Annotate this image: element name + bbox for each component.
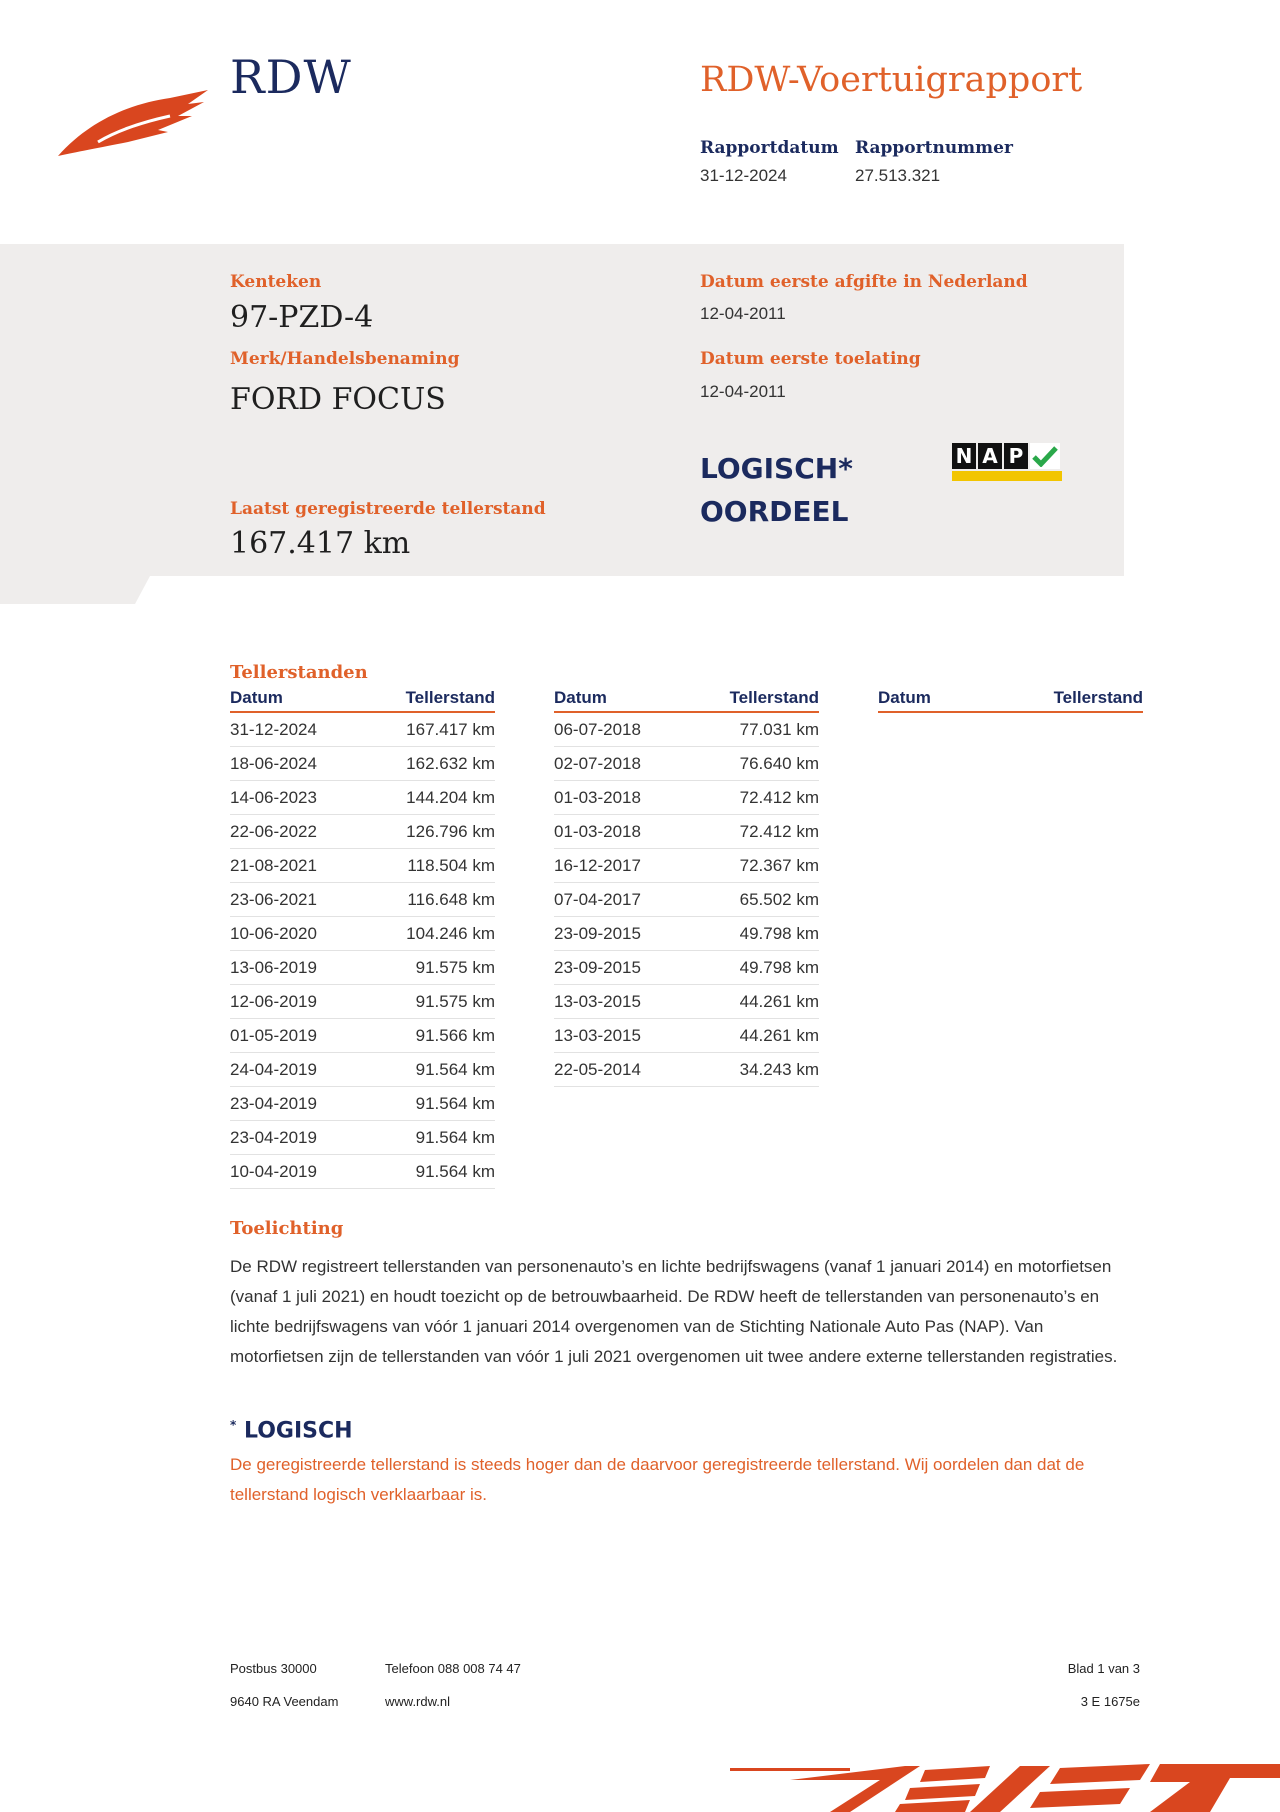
row-date: 24-04-2019 <box>230 1060 317 1079</box>
col-date-header: Datum <box>878 688 931 707</box>
odometer-column-3 <box>878 688 1143 713</box>
table-row <box>230 713 495 747</box>
odometer-column-2 <box>554 688 819 1087</box>
table-row <box>554 849 819 883</box>
table-row <box>554 781 819 815</box>
row-date: 23-04-2019 <box>230 1094 317 1113</box>
row-odometer: 91.575 km <box>415 992 495 1011</box>
row-date: 23-09-2015 <box>554 924 641 943</box>
report-number-label: Rapportnummer <box>855 138 1013 158</box>
nap-letter: P <box>1004 443 1028 469</box>
table-row <box>554 985 819 1019</box>
nap-yellow-bar <box>952 471 1062 481</box>
row-odometer: 76.640 km <box>739 754 819 773</box>
vehicle-make: FORD FOCUS <box>230 382 446 417</box>
col-date-header: Datum <box>554 688 607 707</box>
row-odometer: 65.502 km <box>739 890 819 909</box>
footer-phone: Telefoon 088 008 74 47 <box>385 1661 521 1676</box>
row-odometer: 72.367 km <box>739 856 819 875</box>
footer-postbus: Postbus 30000 <box>230 1661 317 1676</box>
table-row <box>554 883 819 917</box>
explanation-title: Toelichting <box>230 1218 344 1239</box>
row-date: 01-03-2018 <box>554 822 641 841</box>
row-date: 01-05-2019 <box>230 1026 317 1045</box>
row-odometer: 91.575 km <box>415 958 495 977</box>
row-odometer: 34.243 km <box>739 1060 819 1079</box>
odometer-rows <box>230 713 495 1189</box>
row-odometer: 91.564 km <box>415 1060 495 1079</box>
license-plate: 97-PZD-4 <box>230 300 374 335</box>
row-date: 14-06-2023 <box>230 788 317 807</box>
table-row <box>554 747 819 781</box>
row-odometer: 116.648 km <box>407 890 495 909</box>
table-row <box>230 781 495 815</box>
logisch-heading <box>230 1418 353 1443</box>
panel-tab <box>0 576 150 604</box>
row-odometer: 162.632 km <box>406 754 495 773</box>
row-odometer: 44.261 km <box>739 992 819 1011</box>
row-odometer: 72.412 km <box>739 788 819 807</box>
odometer-section-title: Tellerstanden <box>230 662 368 683</box>
footer-page: Blad 1 van 3 <box>1067 1661 1140 1676</box>
row-odometer: 118.504 km <box>407 856 495 875</box>
odometer-rows <box>554 713 819 1087</box>
logisch-marker: * <box>230 1418 237 1432</box>
row-date: 22-05-2014 <box>554 1060 641 1079</box>
logisch-title: LOGISCH <box>243 1418 353 1444</box>
odometer-header <box>230 688 495 713</box>
report-title: RDW-Voertuigrapport <box>700 60 1083 100</box>
table-row <box>230 849 495 883</box>
first-issue-nl-label: Datum eerste afgifte in Nederland <box>700 272 1028 292</box>
row-odometer: 144.204 km <box>406 788 495 807</box>
verdict-line1: LOGISCH* <box>700 452 853 485</box>
table-row <box>230 1087 495 1121</box>
row-date: 22-06-2022 <box>230 822 317 841</box>
table-row <box>230 951 495 985</box>
org-name: RDW <box>230 50 352 104</box>
report-number: 27.513.321 <box>855 166 941 185</box>
odometer-column-1 <box>230 688 495 1189</box>
nap-logo <box>952 443 1062 483</box>
verdict-line2: OORDEEL <box>700 495 849 528</box>
table-row <box>230 747 495 781</box>
table-row <box>230 1121 495 1155</box>
footer-city: 9640 RA Veendam <box>230 1694 339 1709</box>
table-row <box>230 883 495 917</box>
table-row <box>554 1053 819 1087</box>
row-odometer: 91.564 km <box>415 1094 495 1113</box>
row-odometer: 167.417 km <box>406 720 495 739</box>
table-row <box>554 951 819 985</box>
row-date: 10-06-2020 <box>230 924 317 943</box>
row-date: 07-04-2017 <box>554 890 641 909</box>
row-date: 21-08-2021 <box>230 856 317 875</box>
row-date: 23-09-2015 <box>554 958 641 977</box>
table-row <box>230 1019 495 1053</box>
row-odometer: 104.246 km <box>406 924 495 943</box>
odometer-header <box>554 688 819 713</box>
col-value-header: Tellerstand <box>729 688 819 707</box>
row-odometer: 91.564 km <box>415 1128 495 1147</box>
make-label: Merk/Handelsbenaming <box>230 349 460 369</box>
footer-code: 3 E 1675e <box>1080 1694 1140 1709</box>
row-date: 01-03-2018 <box>554 788 641 807</box>
table-row <box>230 1053 495 1087</box>
first-admission-label: Datum eerste toelating <box>700 349 921 369</box>
odometer-header <box>878 688 1143 713</box>
explanation-text: De RDW registreert tellerstanden van personenauto’s en lichte bedrijfswagens (vanaf 1 januari 2014) en motorfietsen (vanaf 1 juli 2021) en houdt toezicht op de betrouwbaarheid. De RDW heeft de tellerstanden van personenauto’s en lichte bedrijfswagens van vóór 1 januari 2014 overgenomen van de Stichting Nationale Auto Pas (NAP). Van motorfietsen zijn de tellerstanden van vóór 1 juli 2021 overgenomen uit twee andere externe tellerstanden registraties. <box>230 1257 1118 1366</box>
plate-label: Kenteken <box>230 272 322 292</box>
row-date: 23-04-2019 <box>230 1128 317 1147</box>
vehicle-info-panel <box>0 244 1124 576</box>
row-date: 13-03-2015 <box>554 1026 641 1045</box>
row-date: 18-06-2024 <box>230 754 317 773</box>
first-admission-value: 12-04-2011 <box>700 382 786 401</box>
last-odometer-value: 167.417 km <box>230 526 411 561</box>
table-row <box>554 713 819 747</box>
decorative-stripes-icon <box>730 1758 1280 1812</box>
table-row <box>554 1019 819 1053</box>
row-odometer: 126.796 km <box>406 822 495 841</box>
logisch-text: De geregistreerde tellerstand is steeds hoger dan de daarvoor geregistreerde tellerstand. Wij oordelen dan dat de tellerstand logisch verklaarbaar is. <box>230 1455 1085 1504</box>
row-date: 13-06-2019 <box>230 958 317 977</box>
table-row <box>230 1155 495 1189</box>
nap-letter: N <box>952 443 976 469</box>
row-date: 02-07-2018 <box>554 754 641 773</box>
table-row <box>554 815 819 849</box>
table-row <box>230 917 495 951</box>
table-row <box>554 917 819 951</box>
row-odometer: 91.566 km <box>415 1026 495 1045</box>
table-row <box>230 815 495 849</box>
report-date-label: Rapportdatum <box>700 138 839 158</box>
row-odometer: 91.564 km <box>415 1162 495 1181</box>
report-date: 31-12-2024 <box>700 166 787 185</box>
row-date: 23-06-2021 <box>230 890 317 909</box>
first-issue-nl-value: 12-04-2011 <box>700 304 786 323</box>
last-odometer-label: Laatst geregistreerde tellerstand <box>230 499 546 519</box>
row-date: 06-07-2018 <box>554 720 641 739</box>
col-value-header: Tellerstand <box>1053 688 1143 707</box>
row-date: 31-12-2024 <box>230 720 317 739</box>
row-date: 12-06-2019 <box>230 992 317 1011</box>
row-odometer: 49.798 km <box>739 958 819 977</box>
row-odometer: 49.798 km <box>739 924 819 943</box>
col-value-header: Tellerstand <box>405 688 495 707</box>
row-date: 16-12-2017 <box>554 856 641 875</box>
table-row <box>230 985 495 1019</box>
footer-web: www.rdw.nl <box>385 1694 451 1709</box>
row-odometer: 44.261 km <box>739 1026 819 1045</box>
nap-letter: A <box>978 443 1002 469</box>
row-date: 13-03-2015 <box>554 992 641 1011</box>
row-date: 10-04-2019 <box>230 1162 317 1181</box>
rdw-logo-icon <box>58 82 208 160</box>
check-icon <box>1030 443 1060 469</box>
col-date-header: Datum <box>230 688 283 707</box>
row-odometer: 72.412 km <box>739 822 819 841</box>
row-odometer: 77.031 km <box>739 720 819 739</box>
